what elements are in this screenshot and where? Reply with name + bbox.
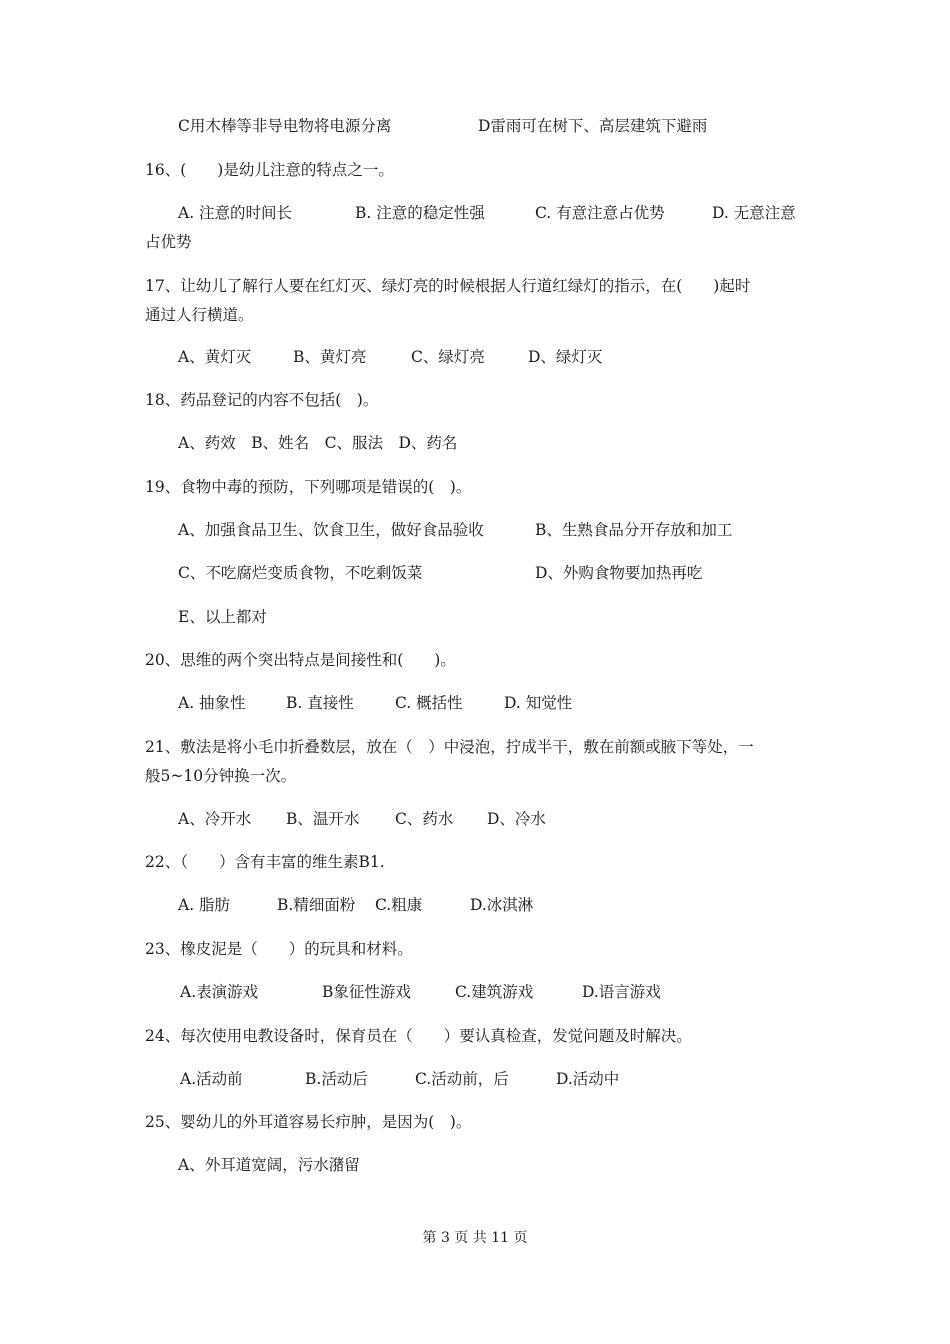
text-line: A、加强食品卫生、饮食卫生，做好食品验收 [178,521,484,539]
text-line: 19、食物中毒的预防，下列哪项是错误的( )。 [145,478,472,496]
text-line: B、黄灯亮 [293,348,367,366]
text-line: 般5~10分钟换一次。 [145,767,297,785]
text-line: D.活动中 [556,1070,620,1088]
text-line: A、药效 B、姓名 C、服法 D、药名 [178,434,458,452]
text-line: C用木棒等非导电物将电源分离 [178,117,392,135]
text-line: D. 知觉性 [504,694,573,712]
text-line: B象征性游戏 [322,983,411,1001]
text-line: B. 直接性 [286,694,354,712]
text-line: D雷雨可在树下、高层建筑下避雨 [478,117,708,135]
text-line: 16、( )是幼儿注意的特点之一。 [145,161,394,179]
text-line: 24、每次使用电教设备时，保育员在（ ）要认真检查，发觉问题及时解决。 [145,1027,692,1045]
text-line: A、外耳道宽阔，污水潴留 [178,1156,360,1174]
text-line: B.精细面粉 [277,896,356,914]
text-line: A.活动前 [180,1070,243,1088]
text-line: D.冰淇淋 [470,896,534,914]
text-line: 20、思维的两个突出特点是间接性和( )。 [145,651,456,669]
text-line: 18、药品登记的内容不包括( )。 [145,391,379,409]
text-line: C.粗康 [375,896,423,914]
text-line: B、生熟食品分开存放和加工 [535,521,733,539]
text-line: A.表演游戏 [180,983,259,1001]
text-line: D、外购食物要加热再吃 [535,564,703,582]
text-line: 22、（ ）含有丰富的维生素B1. [145,853,385,871]
text-line: 占优势 [145,233,192,251]
text-line: C. 有意注意占优势 [535,204,665,222]
text-line: B、温开水 [286,810,360,828]
text-line: 21、敷法是将小毛巾折叠数层，放在（ ）中浸泡，拧成半干，敷在前额或腋下等处，一 [145,738,754,756]
text-line: C.活动前，后 [415,1070,509,1088]
text-line: C.建筑游戏 [455,983,534,1001]
text-line: E、以上都对 [178,608,267,626]
page-footer: 第 3 页 共 11 页 [422,1230,528,1246]
text-line: C、不吃腐烂变质食物，不吃剩饭菜 [178,564,423,582]
text-line: 25、婴幼儿的外耳道容易长疖肿，是因为( )。 [145,1113,472,1131]
text-line: D.语言游戏 [582,983,661,1001]
text-line: D、冷水 [487,810,546,828]
text-line: A、冷开水 [178,810,252,828]
text-line: 17、让幼儿了解行人要在红灯灭、绿灯亮的时候根据人行道红绿灯的指示，在( )起时 [145,277,751,295]
text-line: A. 脂肪 [178,896,231,914]
text-line: A、黄灯灭 [178,348,252,366]
text-line: A. 抽象性 [178,694,246,712]
text-line: B.活动后 [305,1070,368,1088]
text-line: D、绿灯灭 [528,348,603,366]
text-line: C、药水 [395,810,454,828]
text-line: D. 无意注意 [712,204,796,222]
text-line: C. 概括性 [395,694,463,712]
text-line: 通过人行横道。 [145,306,254,324]
text-line: C、绿灯亮 [411,348,485,366]
text-line: A. 注意的时间长 [178,204,293,222]
text-line: 23、橡皮泥是（ ）的玩具和材料。 [145,940,413,958]
text-line: B. 注意的稳定性强 [355,204,485,222]
